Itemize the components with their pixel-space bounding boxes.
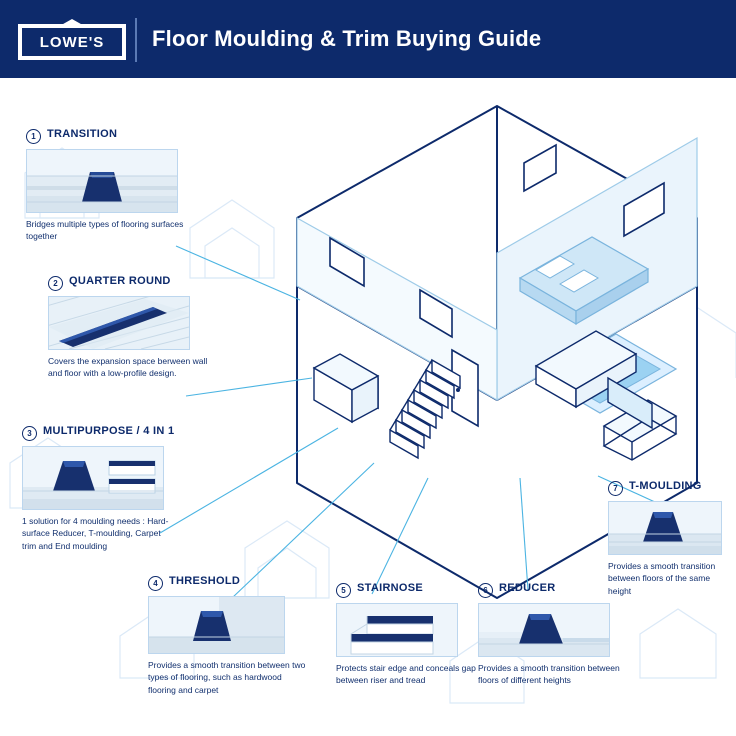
callout-reducer-number: 6 [478,583,493,598]
t-moulding-profile-icon [608,501,722,555]
lowes-logo [18,24,126,60]
callout-threshold-description: Provides a smooth transition between two types of flooring, such as hardwood flooring and carpet [148,660,306,695]
callout-quarter-round-header [48,275,218,291]
callout-t-moulding-header [608,480,733,496]
callout-t-moulding-title: T-MOULDING [629,480,702,492]
threshold-profile-icon [148,596,285,654]
callout-stairnose-number: 5 [336,583,351,598]
callout-multipurpose-title: MULTIPURPOSE / 4 IN 1 [43,425,175,437]
callout-threshold-header [148,575,308,591]
callout-quarter-round-number: 2 [48,276,63,291]
transition-profile-icon [26,149,178,213]
callout-threshold-number: 4 [148,576,163,591]
callout-stairnose-header [336,582,486,598]
callout-threshold [148,575,308,696]
callout-transition [26,128,186,243]
page-header [0,0,736,78]
callout-quarter-round-title: QUARTER ROUND [69,275,171,287]
callout-transition-title: TRANSITION [47,128,118,140]
callout-reducer [478,582,628,687]
callout-transition-number: 1 [26,129,41,144]
callout-quarter-round-description: Covers the expansion space berween wall and floor with a low-profile design. [48,356,208,379]
logo-roof-icon [56,19,88,28]
reducer-profile-icon [478,603,610,657]
callout-transition-header [26,128,186,144]
callout-t-moulding-number: 7 [608,481,623,496]
callout-transition-description: Bridges multiple types of flooring surfaces together [26,219,184,242]
callout-reducer-title: REDUCER [499,582,556,594]
quarter-round-profile-icon [48,296,190,350]
page-title: Floor Moulding & Trim Buying Guide [152,26,542,51]
callout-t-moulding [608,480,733,597]
callout-stairnose-description: Protects stair edge and conceals gap between riser and tread [336,663,476,686]
callout-threshold-title: THRESHOLD [169,575,241,587]
callout-t-moulding-description: Provides a smooth transition between floors of the same height [608,561,716,596]
callout-stairnose-title: STAIRNOSE [357,582,424,594]
callout-multipurpose-number: 3 [22,426,37,441]
header-divider [135,18,137,62]
callout-multipurpose-header [22,425,187,441]
multipurpose-profile-icon [22,446,164,510]
callout-multipurpose-description: 1 solution for 4 moulding needs : Hard-surface Reducer, T-moulding, Carpet trim and End moulding [22,516,169,551]
logo-text: LOWE'S [39,33,105,51]
stairnose-profile-icon [336,603,458,657]
callout-multipurpose [22,425,187,552]
callout-reducer-header [478,582,628,598]
callout-reducer-description: Provides a smooth transition between floors of different heights [478,663,620,686]
callout-stairnose [336,582,486,687]
callout-quarter-round [48,275,218,380]
